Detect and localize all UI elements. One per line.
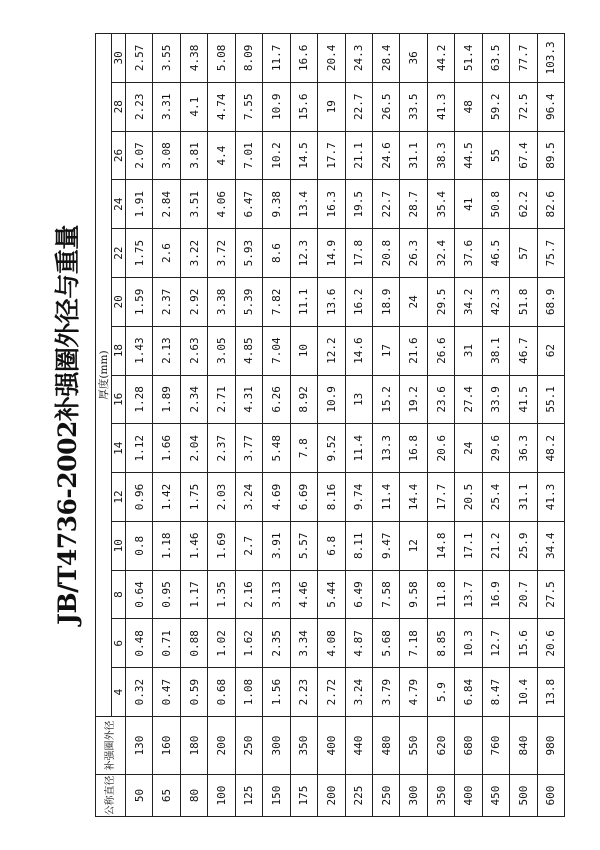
weight-cell: 13.4 (290, 180, 317, 229)
weight-cell: 6.69 (290, 473, 317, 522)
weight-cell: 3.31 (153, 82, 180, 131)
weight-cell: 1.89 (153, 375, 180, 424)
weight-cell: 5.44 (318, 570, 345, 619)
weight-cell: 8.92 (290, 375, 317, 424)
weight-cell: 41.3 (537, 473, 564, 522)
weight-cell: 5.08 (208, 34, 235, 83)
weight-cell: 72.5 (510, 82, 537, 131)
weight-cell: 1.12 (126, 424, 153, 473)
weight-cell: 82.6 (537, 180, 564, 229)
weight-cell: 63.5 (482, 34, 509, 83)
weight-cell: 16.6 (290, 34, 317, 83)
weight-cell: 19 (318, 82, 345, 131)
table-row (180, 34, 207, 817)
weight-cell: 41.3 (427, 82, 454, 131)
weight-cell: 0.88 (180, 619, 207, 668)
weight-cell: 59.2 (482, 82, 509, 131)
weight-cell: 3.91 (263, 521, 290, 570)
table-row (537, 34, 564, 817)
weight-cell: 35.4 (427, 180, 454, 229)
weight-cell: 1.46 (180, 521, 207, 570)
outer-diameter-cell: 130 (126, 717, 153, 775)
weight-cell: 68.9 (537, 277, 564, 326)
table-row (345, 34, 372, 817)
weight-cell: 0.71 (153, 619, 180, 668)
weight-cell: 2.16 (235, 570, 262, 619)
weight-cell: 4.08 (318, 619, 345, 668)
nominal-diameter-cell: 100 (208, 775, 235, 817)
corner-dn-label: 公称直径 (96, 775, 126, 817)
weight-cell: 1.18 (153, 521, 180, 570)
weight-cell: 28.7 (400, 180, 427, 229)
weight-cell: 4.1 (180, 82, 207, 131)
weight-cell: 41 (455, 180, 482, 229)
outer-diameter-cell: 840 (510, 717, 537, 775)
weight-cell: 5.68 (372, 619, 399, 668)
weight-cell: 2.84 (153, 180, 180, 229)
weight-cell: 33.5 (400, 82, 427, 131)
thickness-header-cell: 30 (112, 34, 126, 83)
table-row (235, 34, 262, 817)
weight-cell: 51.4 (455, 34, 482, 83)
weight-cell: 10.9 (263, 82, 290, 131)
weight-cell: 33.9 (482, 375, 509, 424)
outer-diameter-cell: 200 (208, 717, 235, 775)
weight-cell: 3.51 (180, 180, 207, 229)
nominal-diameter-cell: 225 (345, 775, 372, 817)
weight-cell: 26.5 (372, 82, 399, 131)
weight-cell: 8.6 (263, 229, 290, 278)
weight-cell: 36.3 (510, 424, 537, 473)
weight-cell: 20.5 (455, 473, 482, 522)
weight-cell: 3.24 (345, 668, 372, 717)
table-row (400, 34, 427, 817)
weight-cell: 31.1 (400, 131, 427, 180)
weight-cell: 1.35 (208, 570, 235, 619)
weight-cell: 11.8 (427, 570, 454, 619)
weight-cell: 1.66 (153, 424, 180, 473)
outer-diameter-cell: 680 (455, 717, 482, 775)
weight-cell: 26.6 (427, 326, 454, 375)
weight-cell: 11.1 (290, 277, 317, 326)
weight-cell: 19.5 (345, 180, 372, 229)
table-row (482, 34, 509, 817)
weight-cell: 2.63 (180, 326, 207, 375)
weight-cell: 24 (455, 424, 482, 473)
weight-cell: 20.7 (510, 570, 537, 619)
corner-od-label: 补强圈外径 (96, 717, 126, 775)
weight-cell: 37.6 (455, 229, 482, 278)
weight-cell: 28.4 (372, 34, 399, 83)
nominal-diameter-cell: 50 (126, 775, 153, 817)
weight-cell: 7.04 (263, 326, 290, 375)
weight-cell: 62 (537, 326, 564, 375)
weight-cell: 25.9 (510, 521, 537, 570)
weight-cell: 2.6 (153, 229, 180, 278)
weight-cell: 18.9 (372, 277, 399, 326)
weight-table (95, 33, 565, 817)
weight-cell: 4.06 (208, 180, 235, 229)
weight-cell: 20.6 (537, 619, 564, 668)
weight-cell: 38.1 (482, 326, 509, 375)
outer-diameter-cell: 180 (180, 717, 207, 775)
table-row (208, 34, 235, 817)
outer-diameter-cell: 620 (427, 717, 454, 775)
thickness-unit-header: 厚度(mm) (96, 34, 112, 717)
weight-cell: 26.3 (400, 229, 427, 278)
weight-cell: 51.8 (510, 277, 537, 326)
weight-cell: 13.8 (537, 668, 564, 717)
weight-cell: 23.6 (427, 375, 454, 424)
table-body (126, 34, 565, 817)
outer-diameter-cell: 400 (318, 717, 345, 775)
weight-cell: 48 (455, 82, 482, 131)
weight-cell: 4.4 (208, 131, 235, 180)
nominal-diameter-cell: 150 (263, 775, 290, 817)
weight-cell: 1.75 (126, 229, 153, 278)
weight-cell: 1.08 (235, 668, 262, 717)
weight-cell: 4.74 (208, 82, 235, 131)
table-row (126, 34, 153, 817)
thickness-header-cell: 8 (112, 570, 126, 619)
weight-cell: 96.4 (537, 82, 564, 131)
weight-cell: 2.7 (235, 521, 262, 570)
weight-cell: 2.35 (263, 619, 290, 668)
weight-cell: 16.3 (318, 180, 345, 229)
weight-cell: 3.22 (180, 229, 207, 278)
weight-cell: 29.6 (482, 424, 509, 473)
nominal-diameter-cell: 125 (235, 775, 262, 817)
weight-cell: 7.55 (235, 82, 262, 131)
weight-cell: 14.6 (345, 326, 372, 375)
weight-cell: 22.7 (372, 180, 399, 229)
weight-cell: 7.82 (263, 277, 290, 326)
weight-cell: 46.5 (482, 229, 509, 278)
weight-cell: 17.1 (455, 521, 482, 570)
weight-cell: 0.8 (126, 521, 153, 570)
weight-cell: 3.38 (208, 277, 235, 326)
thickness-header-cell: 14 (112, 424, 126, 473)
weight-cell: 24.6 (372, 131, 399, 180)
weight-cell: 1.69 (208, 521, 235, 570)
rotated-content (40, 25, 560, 825)
weight-cell: 2.37 (208, 424, 235, 473)
nominal-diameter-cell: 300 (400, 775, 427, 817)
weight-cell: 2.07 (126, 131, 153, 180)
weight-cell: 10.9 (318, 375, 345, 424)
weight-cell: 9.74 (345, 473, 372, 522)
weight-cell: 3.24 (235, 473, 262, 522)
weight-cell: 4.46 (290, 570, 317, 619)
weight-cell: 21.6 (400, 326, 427, 375)
weight-cell: 20.6 (427, 424, 454, 473)
thickness-header-cell: 16 (112, 375, 126, 424)
weight-cell: 0.48 (126, 619, 153, 668)
weight-cell: 36 (400, 34, 427, 83)
weight-cell: 6.49 (345, 570, 372, 619)
weight-cell: 5.57 (290, 521, 317, 570)
weight-cell: 2.71 (208, 375, 235, 424)
weight-cell: 17.7 (427, 473, 454, 522)
thickness-header-cell: 6 (112, 619, 126, 668)
weight-cell: 2.37 (153, 277, 180, 326)
weight-cell: 17.7 (318, 131, 345, 180)
weight-cell: 4.69 (263, 473, 290, 522)
weight-cell: 62.2 (510, 180, 537, 229)
nominal-diameter-cell: 65 (153, 775, 180, 817)
nominal-diameter-cell: 175 (290, 775, 317, 817)
weight-cell: 16.8 (400, 424, 427, 473)
weight-cell: 1.43 (126, 326, 153, 375)
weight-cell: 11.4 (345, 424, 372, 473)
weight-cell: 13 (345, 375, 372, 424)
outer-diameter-cell: 980 (537, 717, 564, 775)
weight-cell: 11.7 (263, 34, 290, 83)
thickness-header-cell: 24 (112, 180, 126, 229)
table-row (153, 34, 180, 817)
weight-cell: 3.79 (372, 668, 399, 717)
weight-cell: 77.7 (510, 34, 537, 83)
table-row (263, 34, 290, 817)
weight-cell: 32.4 (427, 229, 454, 278)
weight-cell: 8.11 (345, 521, 372, 570)
nominal-diameter-cell: 250 (372, 775, 399, 817)
nominal-diameter-cell: 200 (318, 775, 345, 817)
thickness-header-cell: 18 (112, 326, 126, 375)
table-row (290, 34, 317, 817)
weight-cell: 0.68 (208, 668, 235, 717)
weight-cell: 0.59 (180, 668, 207, 717)
weight-cell: 42.3 (482, 277, 509, 326)
weight-cell: 14.4 (400, 473, 427, 522)
weight-cell: 48.2 (537, 424, 564, 473)
weight-cell: 1.75 (180, 473, 207, 522)
weight-cell: 4.85 (235, 326, 262, 375)
weight-cell: 12 (400, 521, 427, 570)
weight-cell: 0.96 (126, 473, 153, 522)
table-row (318, 34, 345, 817)
weight-cell: 3.34 (290, 619, 317, 668)
thickness-header-cell: 28 (112, 82, 126, 131)
weight-cell: 20.8 (372, 229, 399, 278)
weight-cell: 3.72 (208, 229, 235, 278)
nominal-diameter-cell: 350 (427, 775, 454, 817)
weight-cell: 12.2 (318, 326, 345, 375)
weight-cell: 24.3 (345, 34, 372, 83)
weight-cell: 3.13 (263, 570, 290, 619)
weight-cell: 8.16 (318, 473, 345, 522)
weight-cell: 2.03 (208, 473, 235, 522)
weight-cell: 31.1 (510, 473, 537, 522)
weight-cell: 55.1 (537, 375, 564, 424)
thickness-header-cell: 22 (112, 229, 126, 278)
weight-cell: 10.4 (510, 668, 537, 717)
weight-cell: 0.95 (153, 570, 180, 619)
weight-cell: 67.4 (510, 131, 537, 180)
weight-cell: 1.28 (126, 375, 153, 424)
weight-cell: 7.58 (372, 570, 399, 619)
outer-diameter-cell: 250 (235, 717, 262, 775)
nominal-diameter-cell: 400 (455, 775, 482, 817)
weight-cell: 1.02 (208, 619, 235, 668)
outer-diameter-cell: 760 (482, 717, 509, 775)
weight-cell: 14.8 (427, 521, 454, 570)
weight-cell: 44.2 (427, 34, 454, 83)
weight-cell: 16.2 (345, 277, 372, 326)
weight-cell: 13.6 (318, 277, 345, 326)
weight-cell: 2.34 (180, 375, 207, 424)
weight-cell: 14.9 (318, 229, 345, 278)
weight-cell: 6.26 (263, 375, 290, 424)
weight-cell: 11.4 (372, 473, 399, 522)
weight-cell: 1.56 (263, 668, 290, 717)
weight-cell: 20.4 (318, 34, 345, 83)
weight-cell: 7.18 (400, 619, 427, 668)
weight-cell: 6.47 (235, 180, 262, 229)
thickness-header-cell: 4 (112, 668, 126, 717)
weight-cell: 34.4 (537, 521, 564, 570)
weight-cell: 2.23 (126, 82, 153, 131)
document-title: JB/T4736-2002补强圈外径与重量 (53, 225, 82, 625)
weight-cell: 2.57 (126, 34, 153, 83)
weight-cell: 5.39 (235, 277, 262, 326)
weight-cell: 1.62 (235, 619, 262, 668)
weight-cell: 24 (400, 277, 427, 326)
weight-cell: 1.91 (126, 180, 153, 229)
weight-cell: 13.3 (372, 424, 399, 473)
weight-cell: 8.85 (427, 619, 454, 668)
weight-cell: 9.52 (318, 424, 345, 473)
weight-cell: 103.3 (537, 34, 564, 83)
weight-cell: 31 (455, 326, 482, 375)
weight-cell: 3.81 (180, 131, 207, 180)
weight-cell: 3.77 (235, 424, 262, 473)
weight-cell: 75.7 (537, 229, 564, 278)
thickness-header-cell: 20 (112, 277, 126, 326)
table-row (372, 34, 399, 817)
weight-cell: 15.6 (510, 619, 537, 668)
weight-cell: 29.5 (427, 277, 454, 326)
weight-cell: 12.7 (482, 619, 509, 668)
weight-cell: 2.04 (180, 424, 207, 473)
weight-cell: 27.4 (455, 375, 482, 424)
weight-cell: 89.5 (537, 131, 564, 180)
weight-cell: 9.58 (400, 570, 427, 619)
weight-cell: 5.93 (235, 229, 262, 278)
nominal-diameter-cell: 600 (537, 775, 564, 817)
weight-cell: 3.08 (153, 131, 180, 180)
weight-cell: 46.7 (510, 326, 537, 375)
weight-cell: 2.13 (153, 326, 180, 375)
thickness-header-cell: 26 (112, 131, 126, 180)
weight-cell: 9.38 (263, 180, 290, 229)
weight-cell: 41.5 (510, 375, 537, 424)
weight-cell: 38.3 (427, 131, 454, 180)
weight-cell: 34.2 (455, 277, 482, 326)
weight-cell: 1.59 (126, 277, 153, 326)
weight-cell: 1.42 (153, 473, 180, 522)
weight-cell: 0.32 (126, 668, 153, 717)
weight-cell: 3.55 (153, 34, 180, 83)
outer-diameter-cell: 300 (263, 717, 290, 775)
weight-cell: 0.64 (126, 570, 153, 619)
weight-cell: 55 (482, 131, 509, 180)
table-row (510, 34, 537, 817)
outer-diameter-cell: 350 (290, 717, 317, 775)
weight-cell: 21.2 (482, 521, 509, 570)
weight-cell: 1.17 (180, 570, 207, 619)
weight-cell: 25.4 (482, 473, 509, 522)
weight-cell: 17.8 (345, 229, 372, 278)
weight-cell: 5.9 (427, 668, 454, 717)
weight-cell: 9.47 (372, 521, 399, 570)
weight-cell: 50.8 (482, 180, 509, 229)
weight-cell: 8.09 (235, 34, 262, 83)
thickness-header-cell: 10 (112, 521, 126, 570)
weight-cell: 10.2 (263, 131, 290, 180)
outer-diameter-cell: 480 (372, 717, 399, 775)
weight-cell: 4.31 (235, 375, 262, 424)
weight-cell: 15.6 (290, 82, 317, 131)
weight-cell: 0.47 (153, 668, 180, 717)
outer-diameter-cell: 160 (153, 717, 180, 775)
weight-cell: 7.01 (235, 131, 262, 180)
weight-cell: 12.3 (290, 229, 317, 278)
outer-diameter-cell: 550 (400, 717, 427, 775)
weight-cell: 4.87 (345, 619, 372, 668)
weight-cell: 10.3 (455, 619, 482, 668)
weight-cell: 17 (372, 326, 399, 375)
nominal-diameter-cell: 500 (510, 775, 537, 817)
thickness-header-cell: 12 (112, 473, 126, 522)
weight-cell: 4.79 (400, 668, 427, 717)
weight-cell: 44.5 (455, 131, 482, 180)
weight-cell: 14.5 (290, 131, 317, 180)
weight-cell: 27.5 (537, 570, 564, 619)
weight-cell: 6.84 (455, 668, 482, 717)
unit-header-row (96, 34, 112, 817)
weight-cell: 7.8 (290, 424, 317, 473)
weight-cell: 21.1 (345, 131, 372, 180)
weight-cell: 19.2 (400, 375, 427, 424)
weight-cell: 8.47 (482, 668, 509, 717)
weight-cell: 15.2 (372, 375, 399, 424)
weight-cell: 57 (510, 229, 537, 278)
nominal-diameter-cell: 80 (180, 775, 207, 817)
weight-cell: 22.7 (345, 82, 372, 131)
weight-cell: 16.9 (482, 570, 509, 619)
thickness-header-row (112, 34, 126, 817)
weight-cell: 13.7 (455, 570, 482, 619)
weight-cell: 10 (290, 326, 317, 375)
weight-cell: 2.23 (290, 668, 317, 717)
weight-cell: 4.38 (180, 34, 207, 83)
weight-cell: 3.05 (208, 326, 235, 375)
table-row (427, 34, 454, 817)
weight-cell: 5.48 (263, 424, 290, 473)
table-row (455, 34, 482, 817)
nominal-diameter-cell: 450 (482, 775, 509, 817)
weight-cell: 2.72 (318, 668, 345, 717)
weight-cell: 2.92 (180, 277, 207, 326)
outer-diameter-cell: 440 (345, 717, 372, 775)
weight-cell: 6.8 (318, 521, 345, 570)
